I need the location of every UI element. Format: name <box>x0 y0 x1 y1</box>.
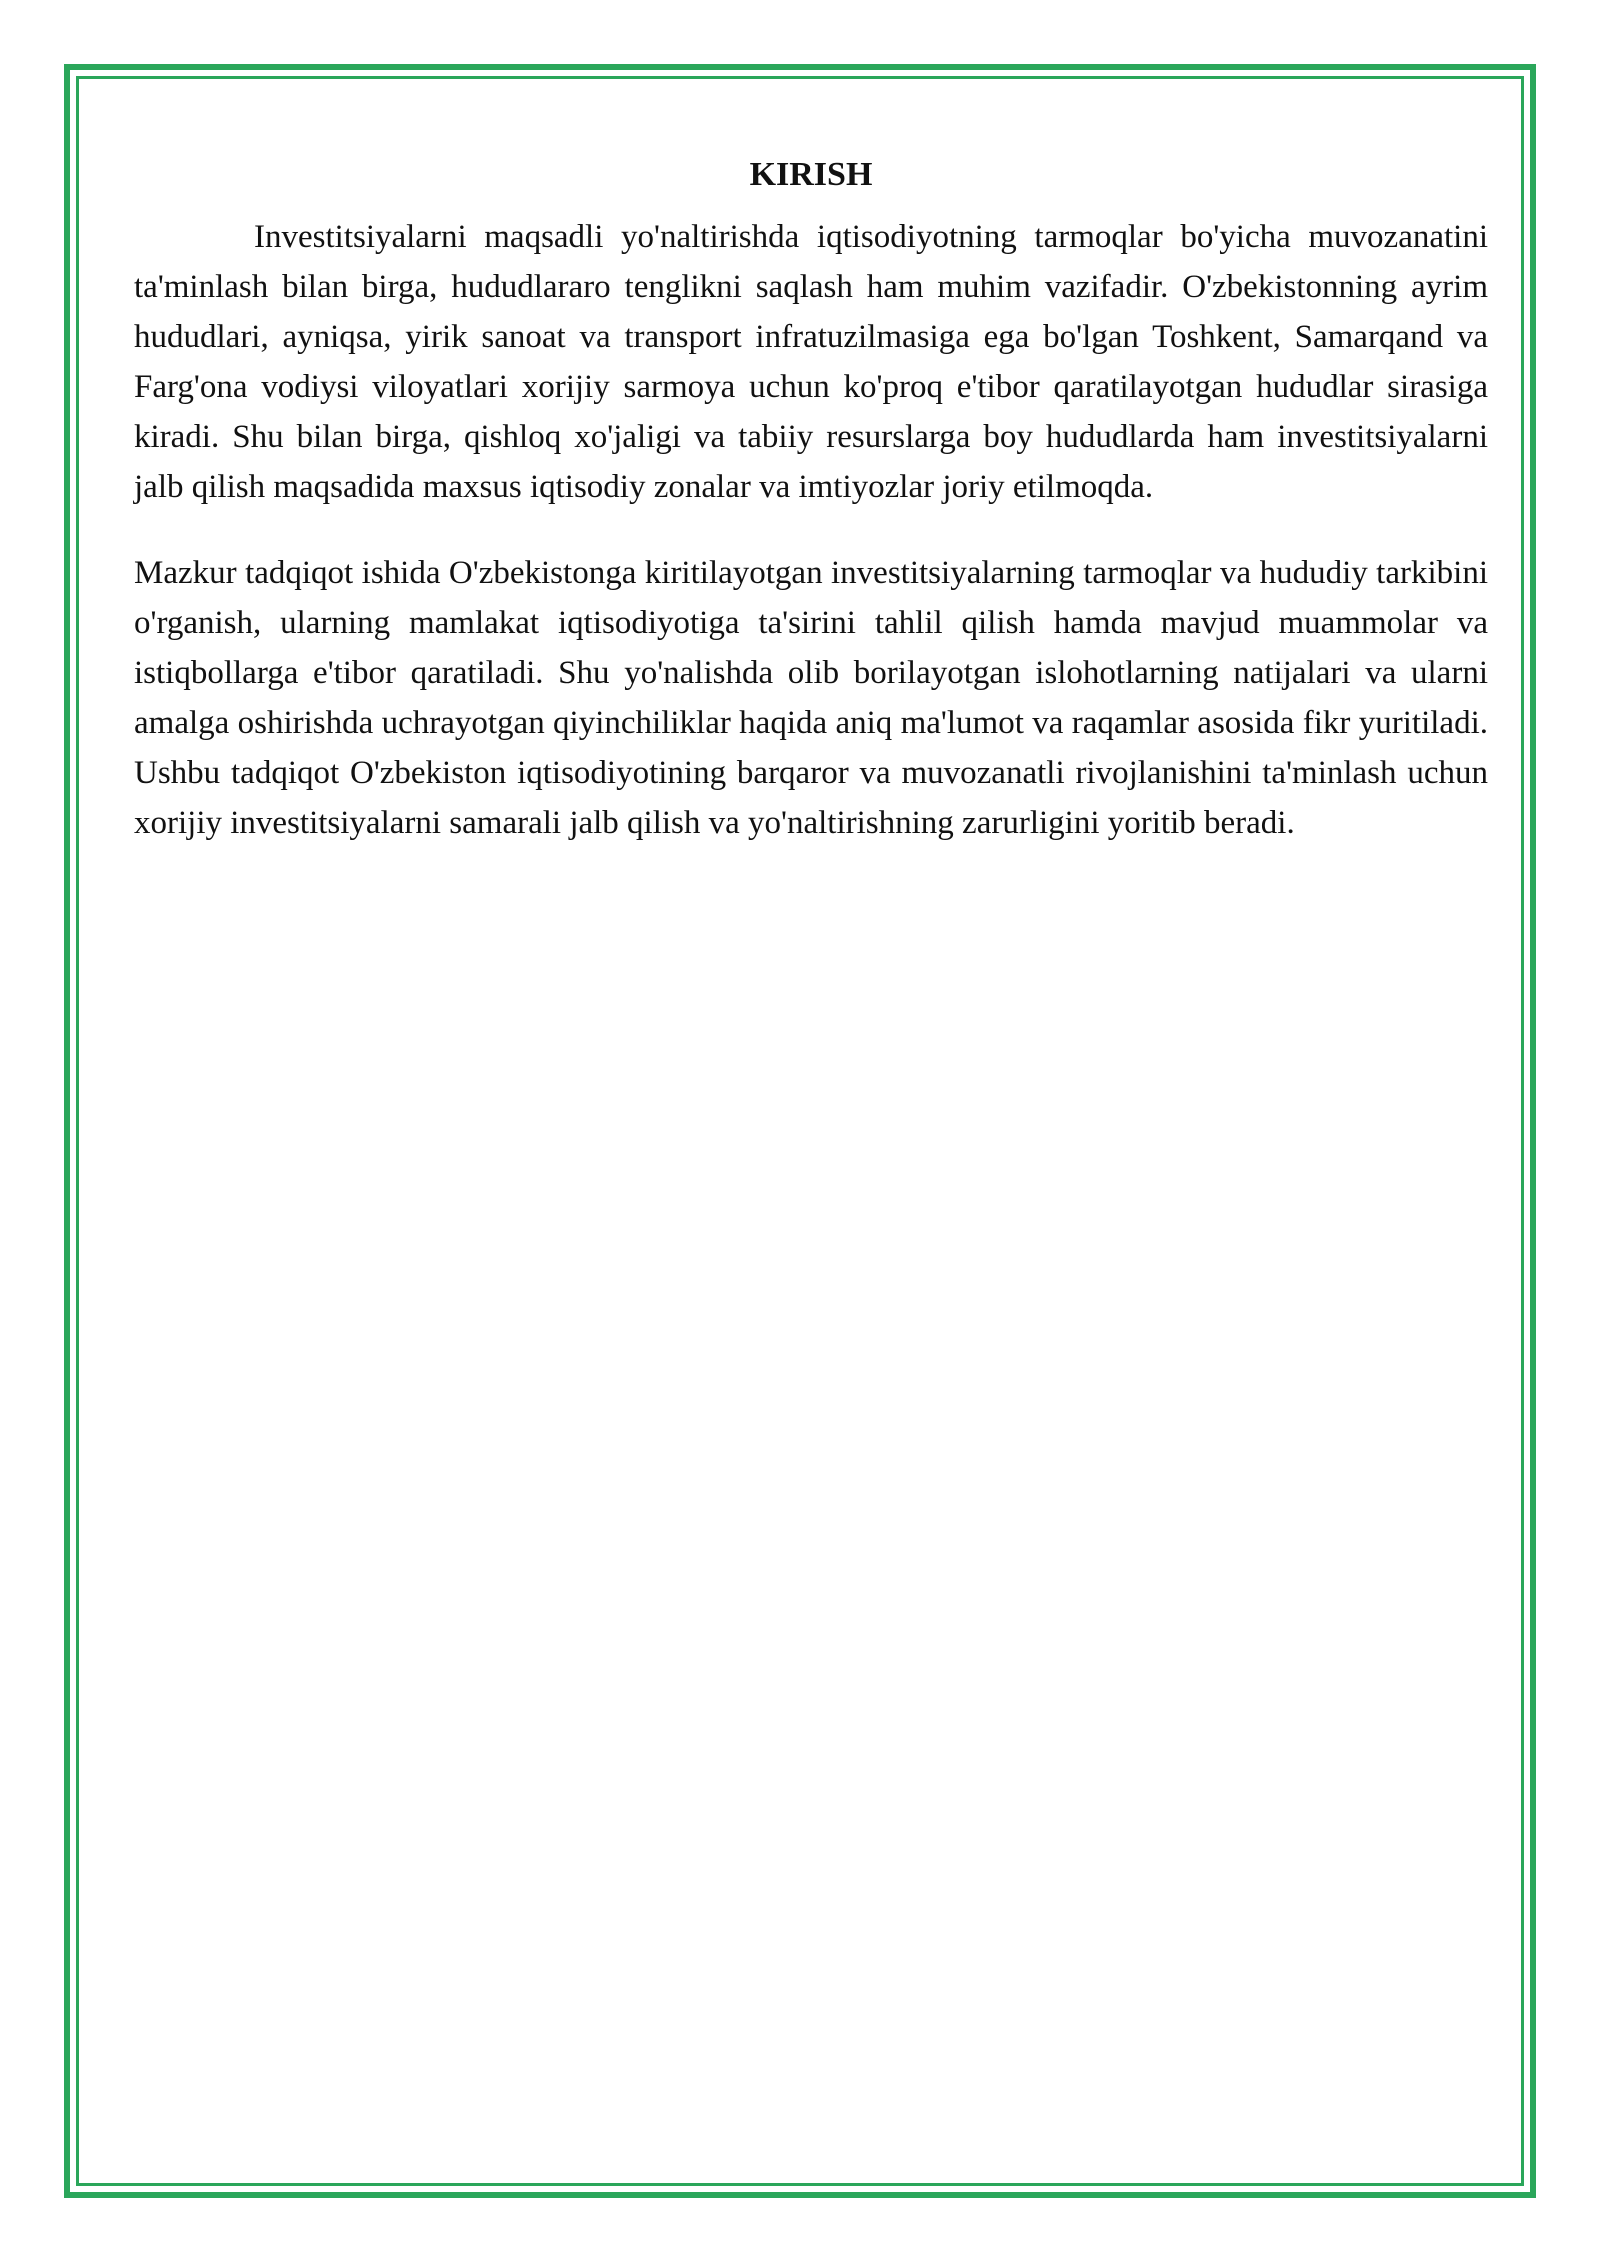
document-body <box>134 150 1488 848</box>
document-title: KIRISH <box>749 156 873 193</box>
paragraph-2: Mazkur tadqiqot ishida O'zbekistonga kiritilayotgan investitsiyalarning tarmoqlar va hududiy tarkibini o'rganish, ularning mamlakat iqtisodiyotiga ta'sirini tahlil qilish hamda mavjud muammolar va istiqbollarga e'tibor qaratiladi. Shu yo'nalishda olib borilayotgan islohotlarning natijalari va ularni amalga oshirishda uchrayotgan qiyinchiliklar haqida aniq ma'lumot va raqamlar asosida fikr yuritiladi. Ushbu tadqiqot O'zbekiston iqtisodiyotining barqaror va muvozanatli rivojlanishini ta'minlash uchun xorijiy investitsiyalarni samarali jalb qilish va yo'naltirishning zarurligini yoritib beradi. <box>134 555 1488 841</box>
paragraph-1: Investitsiyalarni maqsadli yo'naltirishda iqtisodiyotning tarmoqlar bo'yicha muvozanatini ta'minlash bilan birga, hududlararo tenglikni saqlash ham muhim vazifadir. O'zbekistonning ayrim hududlari, ayniqsa, yirik sanoat va transport infratuzilmasiga ega bo'lgan Toshkent, Samarqand va Farg'ona vodiysi viloyatlari xorijiy sarmoya uchun ko'proq e'tibor qaratilayotgan hududlar sirasiga kiradi. Shu bilan birga, qishloq xo'jaligi va tabiiy resurslarga boy hududlarda ham investitsiyalarni jalb qilish maqsadida maxsus iqtisodiy zonalar va imtiyozlar joriy etilmoqda. <box>134 219 1488 505</box>
